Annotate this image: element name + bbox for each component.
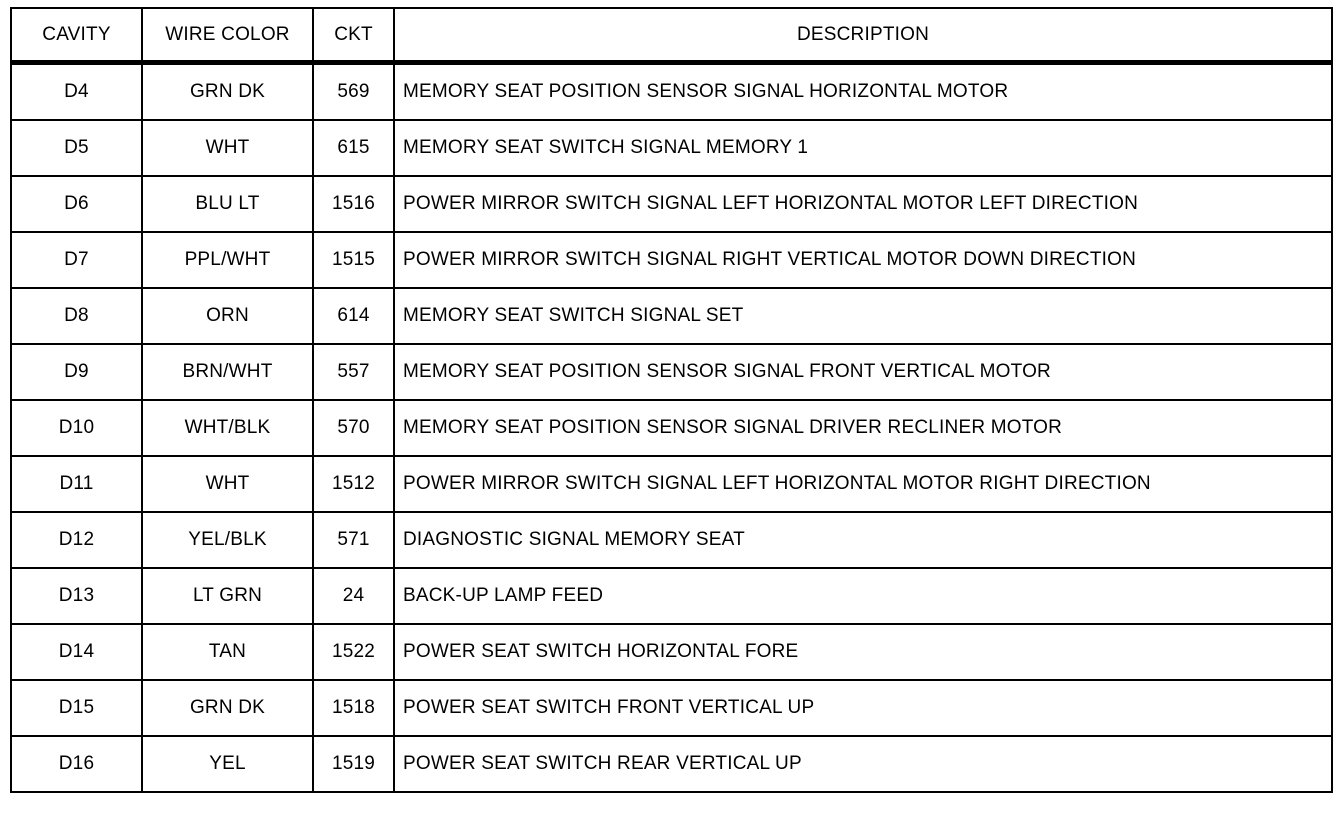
cell-wire-color: LT GRN xyxy=(142,568,313,624)
cell-wire-color: YEL xyxy=(142,736,313,792)
cell-ckt: 570 xyxy=(313,400,394,456)
cell-ckt: 614 xyxy=(313,288,394,344)
table-row xyxy=(11,288,1332,344)
cell-cavity: D15 xyxy=(11,680,142,736)
table-row xyxy=(11,120,1332,176)
cell-wire-color: TAN xyxy=(142,624,313,680)
table-row xyxy=(11,680,1332,736)
cell-wire-color: GRN DK xyxy=(142,680,313,736)
table-body xyxy=(11,63,1332,793)
cell-wire-color: WHT xyxy=(142,120,313,176)
header-wire-color: WIRE COLOR xyxy=(142,8,313,63)
cell-wire-color: GRN DK xyxy=(142,63,313,121)
header-ckt: CKT xyxy=(313,8,394,63)
cell-description: BACK-UP LAMP FEED xyxy=(394,568,1332,624)
table-row xyxy=(11,176,1332,232)
cell-description: MEMORY SEAT POSITION SENSOR SIGNAL FRONT VERTICAL MOTOR xyxy=(394,344,1332,400)
cell-description: MEMORY SEAT POSITION SENSOR SIGNAL HORIZONTAL MOTOR xyxy=(394,63,1332,121)
table-row xyxy=(11,232,1332,288)
cell-wire-color: WHT/BLK xyxy=(142,400,313,456)
cell-ckt: 1518 xyxy=(313,680,394,736)
cell-description: POWER SEAT SWITCH FRONT VERTICAL UP xyxy=(394,680,1332,736)
cell-wire-color: ORN xyxy=(142,288,313,344)
header-row xyxy=(11,8,1332,63)
cell-cavity: D8 xyxy=(11,288,142,344)
cell-wire-color: YEL/BLK xyxy=(142,512,313,568)
cell-ckt: 1516 xyxy=(313,176,394,232)
cell-cavity: D9 xyxy=(11,344,142,400)
cell-description: POWER MIRROR SWITCH SIGNAL RIGHT VERTICAL MOTOR DOWN DIRECTION xyxy=(394,232,1332,288)
cell-description: POWER MIRROR SWITCH SIGNAL LEFT HORIZONTAL MOTOR RIGHT DIRECTION xyxy=(394,456,1332,512)
cell-wire-color: PPL/WHT xyxy=(142,232,313,288)
header-cavity: CAVITY xyxy=(11,8,142,63)
cell-description: MEMORY SEAT SWITCH SIGNAL SET xyxy=(394,288,1332,344)
cell-cavity: D12 xyxy=(11,512,142,568)
table-row xyxy=(11,512,1332,568)
cell-ckt: 24 xyxy=(313,568,394,624)
table-row xyxy=(11,344,1332,400)
cell-description: POWER MIRROR SWITCH SIGNAL LEFT HORIZONTAL MOTOR LEFT DIRECTION xyxy=(394,176,1332,232)
cell-ckt: 1512 xyxy=(313,456,394,512)
cell-ckt: 1522 xyxy=(313,624,394,680)
cell-ckt: 1519 xyxy=(313,736,394,792)
cell-wire-color: BLU LT xyxy=(142,176,313,232)
cell-wire-color: BRN/WHT xyxy=(142,344,313,400)
cell-ckt: 569 xyxy=(313,63,394,121)
cell-ckt: 615 xyxy=(313,120,394,176)
table-row xyxy=(11,63,1332,121)
table-row xyxy=(11,456,1332,512)
cell-cavity: D10 xyxy=(11,400,142,456)
cell-cavity: D5 xyxy=(11,120,142,176)
cell-ckt: 571 xyxy=(313,512,394,568)
cell-description: MEMORY SEAT POSITION SENSOR SIGNAL DRIVER RECLINER MOTOR xyxy=(394,400,1332,456)
table-row xyxy=(11,624,1332,680)
cell-ckt: 1515 xyxy=(313,232,394,288)
cell-cavity: D11 xyxy=(11,456,142,512)
cell-ckt: 557 xyxy=(313,344,394,400)
table-row xyxy=(11,400,1332,456)
cell-cavity: D4 xyxy=(11,63,142,121)
cell-wire-color: WHT xyxy=(142,456,313,512)
cell-description: MEMORY SEAT SWITCH SIGNAL MEMORY 1 xyxy=(394,120,1332,176)
cell-description: DIAGNOSTIC SIGNAL MEMORY SEAT xyxy=(394,512,1332,568)
table-row xyxy=(11,568,1332,624)
cell-description: POWER SEAT SWITCH REAR VERTICAL UP xyxy=(394,736,1332,792)
cell-cavity: D16 xyxy=(11,736,142,792)
table-header xyxy=(11,8,1332,63)
connector-pinout-table xyxy=(10,7,1333,793)
cell-cavity: D7 xyxy=(11,232,142,288)
header-description: DESCRIPTION xyxy=(394,8,1332,63)
table-row xyxy=(11,736,1332,792)
cell-cavity: D14 xyxy=(11,624,142,680)
cell-cavity: D6 xyxy=(11,176,142,232)
cell-cavity: D13 xyxy=(11,568,142,624)
connector-pinout-table-container xyxy=(10,7,1331,793)
cell-description: POWER SEAT SWITCH HORIZONTAL FORE xyxy=(394,624,1332,680)
